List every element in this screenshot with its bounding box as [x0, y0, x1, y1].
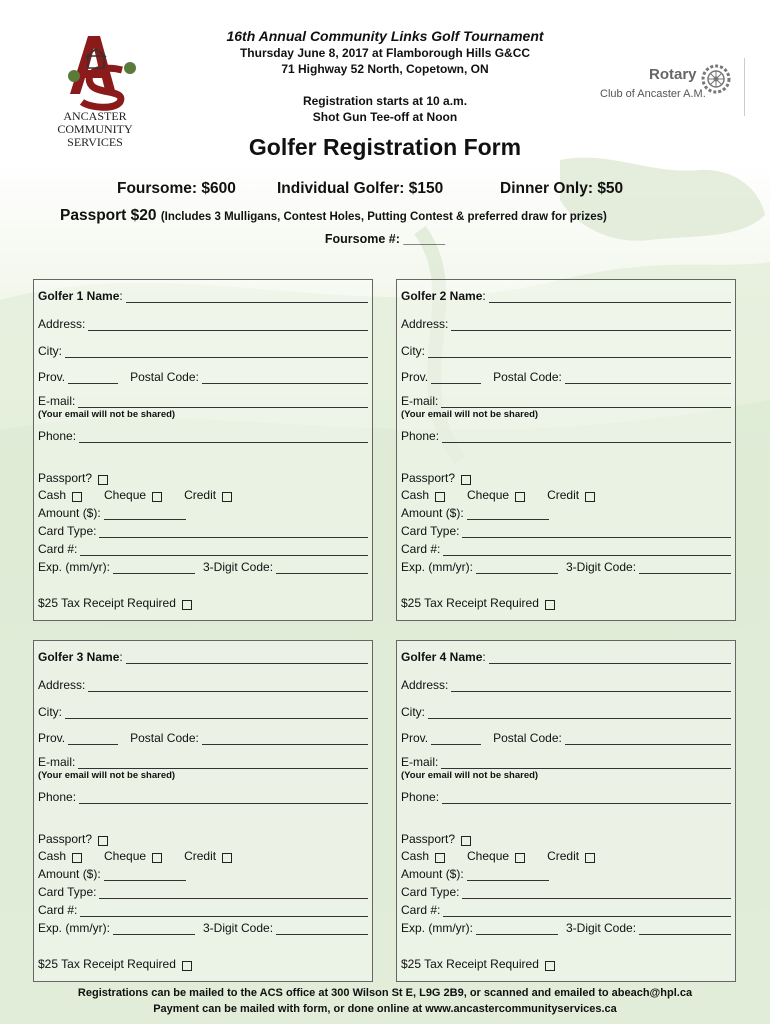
- card-number-label: Card #:: [401, 903, 441, 917]
- cheque-label: Cheque: [467, 849, 510, 863]
- email-note: (Your email will not be shared): [401, 409, 539, 420]
- tax-receipt-label: $25 Tax Receipt Required: [38, 957, 176, 971]
- security-code-field[interactable]: [639, 561, 731, 574]
- cheque-label: Cheque: [104, 488, 147, 502]
- email-label: E-mail:: [38, 394, 76, 408]
- security-code-label: 3-Digit Code:: [566, 921, 637, 935]
- golfer-name-label: Golfer 1 Name: [38, 289, 120, 303]
- tax-receipt-row: [38, 594, 368, 610]
- rotary-word: Rotary: [649, 66, 697, 83]
- phone-row: [401, 427, 731, 443]
- prov-postal-row: [401, 729, 731, 745]
- footer-mail-note: Registrations can be mailed to the ACS office at 300 Wilson St E, L9G 2B9, or scanned and emailed to abeach@hpl.ca: [77, 987, 693, 999]
- city-label: City:: [401, 705, 425, 719]
- expiry-row: [38, 558, 368, 574]
- credit-label: Credit: [547, 488, 580, 502]
- tax-receipt-checkbox[interactable]: [182, 961, 192, 971]
- amount-row: [401, 504, 731, 520]
- amount-row: [38, 504, 368, 520]
- card-type-label: Card Type:: [38, 524, 97, 538]
- address-row: [38, 315, 368, 331]
- card-number-field[interactable]: [443, 904, 731, 917]
- amount-label: Amount ($):: [38, 867, 101, 881]
- credit-checkbox[interactable]: [585, 492, 595, 502]
- email-field[interactable]: [78, 756, 368, 769]
- golfer-name-row: Golfer 4 Name :: [401, 648, 731, 664]
- prov-postal-row: [38, 368, 368, 384]
- expiry-label: Exp. (mm/yr):: [401, 921, 473, 935]
- prov-postal-row: [401, 368, 731, 384]
- address-label: Address:: [401, 317, 449, 331]
- event-title: 16th Annual Community Links Golf Tournament: [226, 28, 544, 44]
- phone-label: Phone:: [38, 429, 77, 443]
- city-label: City:: [38, 705, 62, 719]
- acs-monogram-icon: [30, 30, 160, 112]
- payment-method-row: [401, 847, 731, 863]
- passport-checkbox[interactable]: [461, 475, 471, 485]
- card-number-field[interactable]: [443, 543, 731, 556]
- rotary-wheel-icon: [700, 63, 732, 95]
- event-address: 71 Highway 52 North, Copetown, ON: [281, 62, 489, 76]
- address-label: Address:: [38, 678, 86, 692]
- security-code-field[interactable]: [639, 922, 731, 935]
- acs-name-line1: ANCASTER COMMUNITY: [57, 109, 133, 136]
- city-label: City:: [38, 344, 62, 358]
- prov-field[interactable]: [68, 732, 118, 745]
- cash-label: Cash: [401, 488, 430, 502]
- city-row: [38, 703, 368, 719]
- payment-method-row: [38, 847, 368, 863]
- tax-receipt-label: $25 Tax Receipt Required: [401, 957, 539, 971]
- card-type-field[interactable]: [462, 886, 731, 899]
- city-field[interactable]: [65, 706, 368, 719]
- expiry-field[interactable]: [476, 922, 558, 935]
- credit-checkbox[interactable]: [222, 492, 232, 502]
- golfer-name-row: Golfer 1 Name :: [38, 287, 368, 303]
- passport-row: [38, 469, 368, 485]
- expiry-field[interactable]: [113, 922, 195, 935]
- credit-label: Credit: [184, 488, 217, 502]
- email-label: E-mail:: [401, 394, 439, 408]
- cash-label: Cash: [401, 849, 430, 863]
- tax-receipt-row: [38, 955, 368, 971]
- phone-label: Phone:: [401, 429, 440, 443]
- golfer-name-row: Golfer 3 Name :: [38, 648, 368, 664]
- rotary-club-name: Club of Ancaster A.M.: [600, 88, 706, 100]
- postal-field[interactable]: [565, 371, 731, 384]
- prov-label: Prov.: [401, 731, 429, 745]
- passport-note: (Includes 3 Mulligans, Contest Holes, Putting Contest & preferred draw for prizes): [160, 211, 607, 223]
- event-date-venue: Thursday June 8, 2017 at Flamborough Hills G&CC: [239, 46, 531, 60]
- passport-row: [401, 469, 731, 485]
- security-code-field[interactable]: [276, 922, 368, 935]
- prov-label: Prov.: [401, 370, 429, 384]
- amount-row: [401, 865, 731, 881]
- passport-checkbox[interactable]: [98, 475, 108, 485]
- expiry-label: Exp. (mm/yr):: [38, 921, 110, 935]
- cash-checkbox[interactable]: [72, 492, 82, 502]
- amount-label: Amount ($):: [38, 506, 101, 520]
- golfer-name-row: Golfer 2 Name :: [401, 287, 731, 303]
- email-note: (Your email will not be shared): [401, 770, 539, 781]
- price-individual: Individual Golfer: $150: [277, 180, 444, 197]
- passport-price-line: [60, 207, 607, 225]
- postal-field[interactable]: [202, 732, 368, 745]
- cash-checkbox[interactable]: [435, 492, 445, 502]
- card-type-row: [401, 522, 731, 538]
- cash-label: Cash: [38, 488, 67, 502]
- amount-row: [38, 865, 368, 881]
- golfer-name-label: Golfer 4 Name: [401, 650, 483, 664]
- golfer-3-box: [33, 640, 373, 982]
- card-type-field[interactable]: [99, 525, 368, 538]
- address-field[interactable]: [451, 679, 731, 692]
- expiry-row: [38, 919, 368, 935]
- card-number-label: Card #:: [38, 903, 78, 917]
- email-field[interactable]: [441, 756, 731, 769]
- prov-field[interactable]: [431, 371, 481, 384]
- city-row: [401, 703, 731, 719]
- address-field[interactable]: [88, 318, 368, 331]
- credit-label: Credit: [547, 849, 580, 863]
- email-label: E-mail:: [401, 755, 439, 769]
- email-label: E-mail:: [38, 755, 76, 769]
- card-type-field[interactable]: [462, 525, 731, 538]
- phone-label: Phone:: [401, 790, 440, 804]
- price-dinner: Dinner Only: $50: [500, 180, 624, 197]
- acs-name-line2: SERVICES: [67, 135, 123, 149]
- amount-label: Amount ($):: [401, 867, 464, 881]
- payment-method-row: [401, 486, 731, 502]
- cheque-label: Cheque: [467, 488, 510, 502]
- passport-question: Passport?: [401, 832, 456, 846]
- prov-postal-row: [38, 729, 368, 745]
- card-type-label: Card Type:: [401, 885, 460, 899]
- prov-field[interactable]: [68, 371, 118, 384]
- golfer-name-field[interactable]: [126, 651, 368, 664]
- address-label: Address:: [401, 678, 449, 692]
- card-type-label: Card Type:: [38, 885, 97, 899]
- passport-question: Passport?: [38, 471, 93, 485]
- cash-checkbox[interactable]: [72, 853, 82, 863]
- price-foursome: Foursome: $600: [117, 180, 236, 197]
- acs-logo: [30, 30, 160, 149]
- phone-row: [401, 788, 731, 804]
- security-code-label: 3-Digit Code:: [203, 560, 274, 574]
- credit-label: Credit: [184, 849, 217, 863]
- golfer-name-field[interactable]: [489, 651, 731, 664]
- golfer-name-label: Golfer 3 Name: [38, 650, 120, 664]
- golfer-name-field[interactable]: [126, 290, 368, 303]
- golfer-name-field[interactable]: [489, 290, 731, 303]
- expiry-field[interactable]: [113, 561, 195, 574]
- card-type-row: [38, 883, 368, 899]
- cheque-checkbox[interactable]: [515, 853, 525, 863]
- cheque-checkbox[interactable]: [152, 492, 162, 502]
- cheque-label: Cheque: [104, 849, 147, 863]
- phone-row: [38, 427, 368, 443]
- phone-field[interactable]: [442, 430, 731, 443]
- tax-receipt-row: [401, 594, 731, 610]
- cheque-checkbox[interactable]: [515, 492, 525, 502]
- amount-field[interactable]: [104, 507, 186, 520]
- email-note: (Your email will not be shared): [38, 409, 176, 420]
- postal-label: Postal Code:: [493, 370, 562, 384]
- credit-checkbox[interactable]: [222, 853, 232, 863]
- card-number-row: [38, 901, 368, 917]
- postal-field[interactable]: [202, 371, 368, 384]
- card-type-field[interactable]: [99, 886, 368, 899]
- card-number-row: [401, 901, 731, 917]
- city-field[interactable]: [428, 706, 731, 719]
- payment-method-row: [38, 486, 368, 502]
- tax-receipt-label: $25 Tax Receipt Required: [401, 596, 539, 610]
- city-field[interactable]: [428, 345, 731, 358]
- tax-receipt-checkbox[interactable]: [545, 961, 555, 971]
- cheque-checkbox[interactable]: [152, 853, 162, 863]
- expiry-row: [401, 919, 731, 935]
- security-code-field[interactable]: [276, 561, 368, 574]
- phone-field[interactable]: [79, 430, 368, 443]
- prov-label: Prov.: [38, 731, 66, 745]
- address-row: [401, 676, 731, 692]
- city-label: City:: [401, 344, 425, 358]
- tax-receipt-checkbox[interactable]: [182, 600, 192, 610]
- email-row: [38, 753, 368, 769]
- tax-receipt-checkbox[interactable]: [545, 600, 555, 610]
- expiry-row: [401, 558, 731, 574]
- tax-receipt-row: [401, 955, 731, 971]
- passport-question: Passport?: [38, 832, 93, 846]
- email-note: (Your email will not be shared): [38, 770, 176, 781]
- passport-row: [401, 830, 731, 846]
- security-code-label: 3-Digit Code:: [566, 560, 637, 574]
- phone-field[interactable]: [79, 791, 368, 804]
- email-field[interactable]: [78, 395, 368, 408]
- address-field[interactable]: [451, 318, 731, 331]
- teeoff-time: Shot Gun Tee-off at Noon: [312, 110, 458, 124]
- cash-label: Cash: [38, 849, 67, 863]
- card-number-row: [38, 540, 368, 556]
- phone-field[interactable]: [442, 791, 731, 804]
- amount-field[interactable]: [104, 868, 186, 881]
- email-row: [401, 392, 731, 408]
- golfer-2-box: [396, 279, 736, 621]
- passport-price: Passport $20: [60, 207, 157, 224]
- expiry-field[interactable]: [476, 561, 558, 574]
- address-row: [401, 315, 731, 331]
- passport-checkbox[interactable]: [98, 836, 108, 846]
- postal-label: Postal Code:: [493, 731, 562, 745]
- card-type-row: [38, 522, 368, 538]
- foursome-number: Foursome #: ______: [324, 232, 446, 246]
- registration-time: Registration starts at 10 a.m.: [302, 94, 468, 108]
- expiry-label: Exp. (mm/yr):: [401, 560, 473, 574]
- passport-row: [38, 830, 368, 846]
- amount-field[interactable]: [467, 868, 549, 881]
- phone-row: [38, 788, 368, 804]
- golfer-name-label: Golfer 2 Name: [401, 289, 483, 303]
- card-number-field[interactable]: [80, 904, 368, 917]
- postal-label: Postal Code:: [130, 731, 199, 745]
- card-number-field[interactable]: [80, 543, 368, 556]
- amount-label: Amount ($):: [401, 506, 464, 520]
- prov-label: Prov.: [38, 370, 66, 384]
- expiry-label: Exp. (mm/yr):: [38, 560, 110, 574]
- amount-field[interactable]: [467, 507, 549, 520]
- postal-field[interactable]: [565, 732, 731, 745]
- city-row: [401, 342, 731, 358]
- card-number-label: Card #:: [38, 542, 78, 556]
- cash-checkbox[interactable]: [435, 853, 445, 863]
- address-label: Address:: [38, 317, 86, 331]
- card-type-row: [401, 883, 731, 899]
- city-field[interactable]: [65, 345, 368, 358]
- postal-label: Postal Code:: [130, 370, 199, 384]
- form-title: Golfer Registration Form: [248, 134, 522, 160]
- golfer-1-box: [33, 279, 373, 621]
- card-number-row: [401, 540, 731, 556]
- passport-checkbox[interactable]: [461, 836, 471, 846]
- address-row: [38, 676, 368, 692]
- security-code-label: 3-Digit Code:: [203, 921, 274, 935]
- city-row: [38, 342, 368, 358]
- card-type-label: Card Type:: [401, 524, 460, 538]
- phone-label: Phone:: [38, 790, 77, 804]
- tax-receipt-label: $25 Tax Receipt Required: [38, 596, 176, 610]
- credit-checkbox[interactable]: [585, 853, 595, 863]
- email-field[interactable]: [441, 395, 731, 408]
- email-row: [401, 753, 731, 769]
- prov-field[interactable]: [431, 732, 481, 745]
- card-number-label: Card #:: [401, 542, 441, 556]
- email-row: [38, 392, 368, 408]
- rotary-logo: [596, 58, 745, 116]
- passport-question: Passport?: [401, 471, 456, 485]
- golfer-4-box: [396, 640, 736, 982]
- address-field[interactable]: [88, 679, 368, 692]
- footer-payment-note: Payment can be mailed with form, or done online at www.ancastercommunityservices.ca: [153, 1003, 617, 1015]
